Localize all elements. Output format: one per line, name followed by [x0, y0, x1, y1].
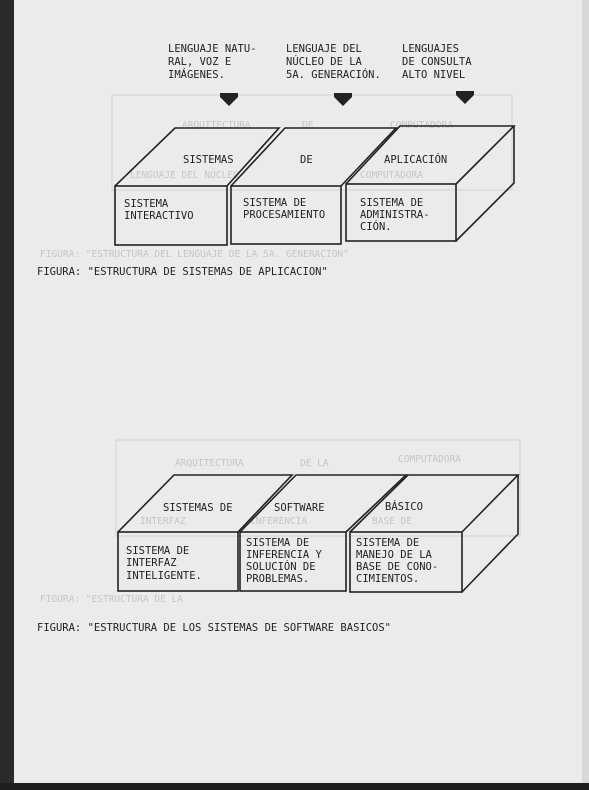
ghost-text: ARQUITECTURA [175, 458, 244, 469]
top-face-label: DE [300, 154, 313, 166]
top-label-line: LENGUAJE NATU- [168, 43, 257, 55]
front-face-label: SOLUCIÓN DE [246, 561, 316, 573]
front-face-label: SISTEMA DE [356, 537, 420, 549]
front-face-label: SISTEMA DE [243, 197, 307, 209]
front-face-label: SISTEMA DE [246, 537, 310, 549]
top-label-line: LENGUAJE DEL [286, 43, 362, 55]
ghost-text: BASE DE [372, 516, 413, 527]
ghost-caption: FIGURA: "ESTRUCTURA DEL LENGUAJE DE LA 5A. GENERACION" [40, 249, 349, 260]
top-face-label: SOFTWARE [274, 502, 325, 514]
front-face-label: INTELIGENTE. [126, 570, 202, 582]
front-face-label: SISTEMA DE [360, 197, 424, 209]
front-face-label: PROBLEMAS. [246, 573, 310, 585]
top-face-label: BÁSICO [385, 501, 423, 513]
top-label-line: 5A. GENERACIÓN. [286, 69, 381, 81]
figure-1-applications [37, 43, 514, 278]
front-face-label: INTERACTIVO [124, 210, 194, 222]
ghost-text: ARQUITECTURA [182, 120, 251, 131]
front-face-label: SISTEMA [124, 198, 169, 210]
down-arrow-icon [456, 91, 474, 104]
front-face-label: ADMINISTRA- [360, 209, 430, 221]
ghost-text: INFERENCIA [250, 516, 308, 527]
front-face-label: BASE DE CONO- [356, 561, 439, 573]
ghost-text: COMPUTADORA [360, 170, 423, 181]
figure-2-caption: FIGURA: "ESTRUCTURA DE LOS SISTEMAS DE SOFTWARE BASICOS" [37, 622, 392, 634]
front-face-label: SISTEMA DE [126, 545, 190, 557]
ghost-text: DE LA [300, 458, 329, 469]
top-face-label: SISTEMAS DE [163, 502, 233, 514]
block-side-face [456, 126, 514, 241]
ghost-text: INTERFAZ [140, 516, 186, 527]
top-label-line: IMÁGENES. [168, 69, 225, 81]
figure-1-caption: FIGURA: "ESTRUCTURA DE SISTEMAS DE APLICACION" [37, 266, 328, 278]
top-label-line: RAL, VOZ E [168, 56, 232, 68]
front-face-label: INTERFAZ [126, 557, 177, 569]
down-arrow-icon [220, 93, 238, 106]
front-face-label: MANEJO DE LA [356, 549, 432, 561]
top-label-line: DE CONSULTA [402, 56, 472, 68]
top-face-label: SISTEMAS [183, 154, 234, 166]
front-face-label: INFERENCIA Y [246, 549, 322, 561]
down-arrow-icon [334, 93, 352, 106]
front-face-label: CIÓN. [360, 221, 392, 233]
figure-2-basic-software [37, 475, 518, 634]
ghost-text: DE [302, 120, 314, 131]
top-label-line: LENGUAJES [402, 43, 459, 55]
top-label-line: NÚCLEO DE LA [286, 56, 362, 68]
top-label-line: ALTO NIVEL [402, 69, 466, 81]
top-face-label: APLICACIÓN [384, 154, 448, 166]
ghost-text: LENGUAJE DEL NÚCLEO [130, 170, 239, 181]
ghost-caption: FIGURA: "ESTRUCTURA DE LA [40, 594, 183, 605]
front-face-label: PROCESAMIENTO [243, 209, 326, 221]
ghost-text: COMPUTADORA [398, 454, 461, 465]
block-side-face [462, 475, 518, 592]
bleed-through-upper [40, 95, 512, 260]
ghost-text: COMPUTADORA [390, 120, 453, 131]
front-face-label: CIMIENTOS. [356, 573, 420, 585]
